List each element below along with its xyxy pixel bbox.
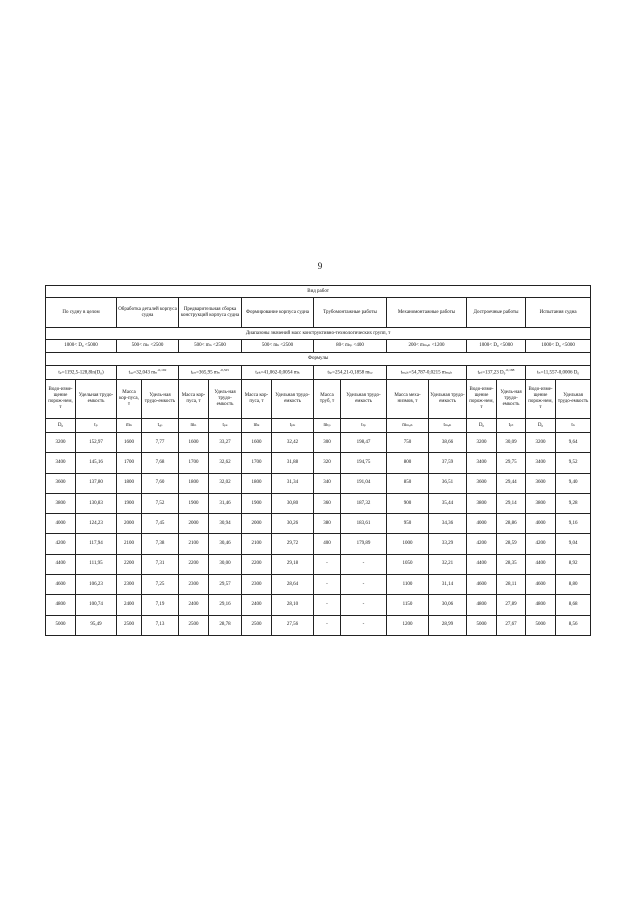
table-cell: 31,14 [429,575,467,595]
group-header: Формирование корпуса судна [242,298,314,328]
symbol-row [46,419,591,433]
table-cell: 1900 [117,493,142,513]
table-cell: 28,10 [272,595,314,615]
table-cell: 4800 [526,595,556,615]
table-cell: - [341,575,387,595]
symbol-cell: tₙ [556,419,591,433]
table-cell: 8,68 [556,595,591,615]
table-cell: 3800 [467,493,497,513]
table-cell: 28,78 [209,615,242,635]
table-cell: 7,77 [142,433,179,453]
table-cell: 1050 [387,554,429,574]
table-cell: 9,04 [556,534,591,554]
column-header: Масса меха-низмов, т [387,380,429,419]
table-cell: 2400 [242,595,272,615]
table-row [46,615,591,635]
column-header: Водо-изме-щение порож-нем, т [467,380,497,419]
table-row [46,514,591,534]
table-cell: 4200 [46,534,76,554]
symbol-cell: tₚₛ [209,419,242,433]
table-cell: 4200 [467,534,497,554]
table-cell: 400 [314,534,341,554]
table-cell: 33,27 [209,433,242,453]
table-cell: 800 [387,453,429,473]
table-cell: 28,35 [497,554,526,574]
table-cell: 36,51 [429,473,467,493]
column-header: Масса кор-пуса, т [179,380,209,419]
table-cell: 31,34 [272,473,314,493]
table-cell: 9,40 [556,473,591,493]
table-row [46,575,591,595]
table-cell: 1900 [242,493,272,513]
table-cell: 31,88 [272,453,314,473]
formula-cell [314,366,387,380]
table-cell: 2400 [179,595,209,615]
table-cell: 3400 [526,453,556,473]
range-cell: 500< mₖ <2500 [242,340,314,353]
table-cell: 4600 [467,575,497,595]
group-header: Обработка деталей корпуса судна [117,298,179,328]
table-cell: 1600 [179,433,209,453]
table-cell: 3600 [46,473,76,493]
table-cell: 3200 [467,433,497,453]
formulas-title: Формулы [46,353,591,366]
table-cell: 29,44 [497,473,526,493]
table-row [46,433,591,453]
column-header: Масса кор-пуса, т [242,380,272,419]
table-cell: 2300 [179,575,209,595]
table-cell: 183,61 [341,514,387,534]
symbol-cell: tₘₑₕ [429,419,467,433]
table-cell: 4800 [46,595,76,615]
formula-text: tₚₛ=365,95 mₙ [191,370,220,376]
table-cell: 137,80 [76,473,117,493]
symbol-cell: mₙ [117,419,142,433]
table-cell: 300 [314,433,341,453]
formula-cell [46,366,117,380]
group-header: Предварительная сборка конструкций корпуса судна [179,298,242,328]
column-header: Масса труб, т [314,380,341,419]
table-cell: 32,42 [272,433,314,453]
table-cell: 7,60 [142,473,179,493]
formula-text: tₚₖ=41,062-0,0054 mₖ [255,370,300,376]
table-cell: 2100 [242,534,272,554]
table-cell: 2000 [179,514,209,534]
range-cell: 200< mₘₑₕ <1200 [387,340,467,353]
table-cell: 7,19 [142,595,179,615]
table-cell: 28,99 [429,615,467,635]
table-cell: 29,18 [272,554,314,574]
table-cell: 1900 [179,493,209,513]
symbol-cell: mₙ [179,419,209,433]
table-cell: 4400 [46,554,76,574]
column-header: Удель-ная трудо-емкость [497,380,526,419]
formula-cell [179,366,242,380]
symbol-cell: D₀ [467,419,497,433]
table-cell: 3200 [46,433,76,453]
group-header: Испытания судна [526,298,591,328]
table-cell: 3400 [46,453,76,473]
column-header: Удельная трудо-емкость [272,380,314,419]
group-header: Механомонтажные работы [387,298,467,328]
table-cell: 3400 [467,453,497,473]
table-cell: 7,13 [142,615,179,635]
table-cell: 187,32 [341,493,387,513]
table-cell: 30,26 [272,514,314,534]
table-cell: 124,23 [76,514,117,534]
range-cell: 500< mₙ <2500 [179,340,242,353]
table-cell: 27,89 [497,595,526,615]
group-header: Трубомонтажные работы [314,298,387,328]
table-cell: 2500 [117,615,142,635]
table-cell: 145,16 [76,453,117,473]
table-cell: 152,97 [76,433,117,453]
group-header: По судну в целом [46,298,117,328]
work-types-table [45,285,591,636]
table-cell: 33,29 [429,534,467,554]
column-header: Удельная трудо-емкость [341,380,387,419]
table-cell: 4000 [46,514,76,534]
formulas-row [46,366,591,380]
column-header: Масса кор-пуса, т [117,380,142,419]
table-cell: 7,31 [142,554,179,574]
table-cell: 1100 [387,575,429,595]
table-cell: 191,04 [341,473,387,493]
table-cell: 2400 [117,595,142,615]
symbol-cell: mₘₑₕ [387,419,429,433]
table-cell: 9,64 [556,433,591,453]
table-cell: 9,16 [556,514,591,534]
table-cell: 38,66 [429,433,467,453]
table-cell: 4400 [467,554,497,574]
table-cell: 2500 [179,615,209,635]
table-cell: 179,89 [341,534,387,554]
table-cell: 2200 [117,554,142,574]
formula-text: tₜₚ=254,21-0,1858 mₜₚ [327,370,373,376]
table-cell: 1800 [117,473,142,493]
table-cell: 360 [314,493,341,513]
column-header-row [46,380,591,419]
table-cell: 30,00 [209,554,242,574]
table-cell: - [341,615,387,635]
formula-text: tₚ=1192,5-128,8ln(D₀) [58,370,104,376]
table-cell: 30,46 [209,534,242,554]
range-cell: 500< mₙ <2500 [117,340,179,353]
table-cell: 29,16 [209,595,242,615]
table-cell: 198,47 [341,433,387,453]
table-cell: 1700 [117,453,142,473]
column-header: Водо-изме-щение порож-нем, т [46,380,76,419]
table-cell: 28,11 [497,575,526,595]
symbol-cell: mₜₚ [314,419,341,433]
table-cell: 1800 [242,473,272,493]
formula-cell [526,366,591,380]
symbol-cell: mₖ [242,419,272,433]
table-row [46,453,591,473]
table-cell: 320 [314,453,341,473]
table-cell: 7,52 [142,493,179,513]
range-cell: 1000< D₀ <5000 [46,340,117,353]
table-cell: 7,45 [142,514,179,534]
table-cell: 900 [387,493,429,513]
table-cell: - [314,595,341,615]
table-cell: 5000 [526,615,556,635]
table-cell: 950 [387,514,429,534]
table-cell: 5000 [46,615,76,635]
symbol-cell: tₚₜ [497,419,526,433]
table-cell: 28,86 [497,514,526,534]
group-header: Достроечные работы [467,298,526,328]
table-cell: 30,94 [209,514,242,534]
range-cell: 80< mₜₚ <400 [314,340,387,353]
table-cell: 3600 [526,473,556,493]
table-cell: 2200 [179,554,209,574]
table-cell: 4600 [46,575,76,595]
table-cell: 37,59 [429,453,467,473]
table-cell: 380 [314,514,341,534]
table-cell: 1000 [387,534,429,554]
table-cell: 8,92 [556,554,591,574]
table-cell: 340 [314,473,341,493]
formula-text: tₒₚ=32,043 mₙ [128,370,158,376]
column-header: Удель-ная трудо-емкость [209,380,242,419]
table-cell: 30,06 [429,595,467,615]
table-cell: - [314,554,341,574]
table-cell: 3600 [467,473,497,493]
table-cell: 194,75 [341,453,387,473]
table-cell: 29,57 [209,575,242,595]
table-cell: 9,52 [556,453,591,473]
formula-exponent: -0,188 [505,368,515,373]
symbol-cell: tₚₖ [272,419,314,433]
table-cell: 7,68 [142,453,179,473]
table-cell: 7,38 [142,534,179,554]
table-cell: 27,56 [272,615,314,635]
table-cell: 8,56 [556,615,591,635]
formula-cell [387,366,467,380]
table-cell: 4000 [467,514,497,534]
table-cell: 29,14 [497,493,526,513]
table-cell: 1150 [387,595,429,615]
table-cell: 1700 [179,453,209,473]
table-cell: 8,80 [556,575,591,595]
symbol-cell: tₒₚ [142,419,179,433]
table-cell: 4600 [526,575,556,595]
table-cell: 29,72 [272,534,314,554]
table-cell: 130,83 [76,493,117,513]
table-cell: 2300 [117,575,142,595]
table-title: Вид работ [46,286,591,298]
table-cell: 117,94 [76,534,117,554]
table-cell: - [314,615,341,635]
table-cell: 1200 [387,615,429,635]
table-cell: 4400 [526,554,556,574]
table-cell: - [314,575,341,595]
table-cell: 31,46 [209,493,242,513]
table-row [46,493,591,513]
formula-exponent: -0,325 [219,368,229,373]
symbol-cell: tₜₚ [341,419,387,433]
table-cell: 30,80 [272,493,314,513]
table-cell: 95,49 [76,615,117,635]
table-cell: 106,23 [76,575,117,595]
column-header: Удельная трудо-емкость [76,380,117,419]
symbol-cell: tₚ [76,419,117,433]
table-cell: 3200 [526,433,556,453]
formula-cell [467,366,526,380]
range-cell: 1000< D₀ <5000 [467,340,526,353]
table-cell: 850 [387,473,429,493]
table-cell: 3800 [46,493,76,513]
table-cell: 2000 [242,514,272,534]
table-cell: 32,62 [209,453,242,473]
ranges-title: Диапазоны значений масс конструктивно-технологических групп, т [46,328,591,340]
table-cell: 100,74 [76,595,117,615]
group-header-row [46,298,591,328]
table-cell: 4200 [526,534,556,554]
table-cell: 4800 [467,595,497,615]
table-cell: 29,75 [497,453,526,473]
table-cell: 1600 [242,433,272,453]
table-cell: 32,02 [209,473,242,493]
formula-text: tₘₑₕ=54,787-0,0215 mₘₑₕ [400,370,453,376]
symbol-cell: D₀ [526,419,556,433]
table-cell: 2100 [179,534,209,554]
table-cell: 2300 [242,575,272,595]
table-cell: 1600 [117,433,142,453]
table-cell: 2100 [117,534,142,554]
formula-text: tₙ=11,557-0,0006 D₀ [537,370,580,376]
table-cell: 30,09 [497,433,526,453]
formula-cell [117,366,179,380]
formula-exponent: -0,192 [157,368,167,373]
column-header: Удель-ная трудо-емкость [142,380,179,419]
table-cell: 28,59 [497,534,526,554]
table-row [46,554,591,574]
formula-text: tₚₜ=137,23 D₀ [477,370,506,376]
table-cell: 750 [387,433,429,453]
table-cell: 35,44 [429,493,467,513]
table-cell: 3800 [526,493,556,513]
table-cell: 9,28 [556,493,591,513]
table-cell: 2500 [242,615,272,635]
table-cell: 34,36 [429,514,467,534]
column-header: Удельная трудо-емкость [556,380,591,419]
formula-cell [242,366,314,380]
table-cell: 111,95 [76,554,117,574]
table-cell: 2000 [117,514,142,534]
table-cell: 1800 [179,473,209,493]
table-cell: 28,64 [272,575,314,595]
table-cell: 2200 [242,554,272,574]
symbol-cell: D₀ [46,419,76,433]
table-cell: 27,67 [497,615,526,635]
table-cell: 7,25 [142,575,179,595]
table-row [46,534,591,554]
table-cell: 1700 [242,453,272,473]
table-row [46,473,591,493]
column-header: Удельная трудо-емкость [429,380,467,419]
ranges-row [46,340,591,353]
column-header: Водо-изме-щение порож-нем, т [526,380,556,419]
range-cell: 1000< D₀ <5000 [526,340,591,353]
table-cell: 5000 [467,615,497,635]
table-cell: 4000 [526,514,556,534]
table-cell: - [341,595,387,615]
table-cell: - [341,554,387,574]
table-row [46,595,591,615]
table-cell: 32,21 [429,554,467,574]
page-number: 9 [317,261,323,271]
